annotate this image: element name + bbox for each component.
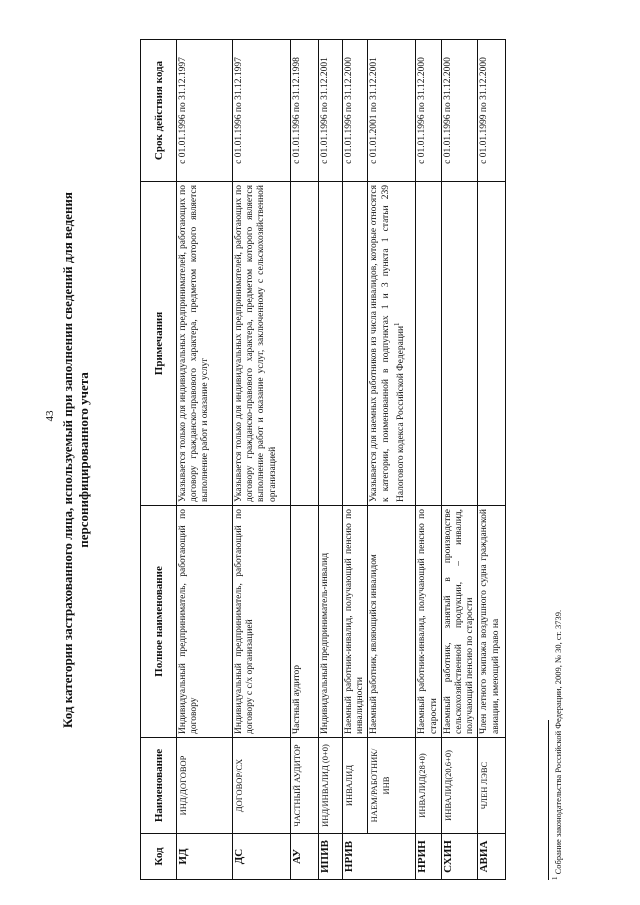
cell-notes: [478, 182, 506, 506]
cell-validity: с 01.01.1996 по 31.12.2000: [343, 40, 368, 182]
table-header-row: [141, 40, 177, 880]
cell-notes: [416, 182, 441, 506]
cell-short-name: ИНВАЛИД(28+0): [416, 738, 441, 834]
table-row: [233, 40, 291, 880]
cell-full-name: Частный аудитор: [291, 506, 319, 738]
table-row: [291, 40, 319, 880]
cell-short-name: ИНВАЛИД(20,6+0): [441, 738, 478, 834]
rotated-page: [40, 40, 563, 880]
cell-notes: Указывается только для индивидуальных предпринимателей, работающих по договору гражданско-правового характера, предметом которого является выполнение работ и оказание услуг, заключенному с сельскохозяйственной организацией: [233, 182, 291, 506]
cell-short-name: ИНД/ИНВАЛИД (0+0): [319, 738, 343, 834]
cell-short-name: ИНД/ДОГОВОР: [177, 738, 233, 834]
title-line-2: персонифицированного учета: [76, 372, 91, 548]
cell-short-name: НАЕМ/РАБОТНИК/ИНВ: [368, 738, 416, 834]
cell-notes: [291, 182, 319, 506]
footnote-ref: 1: [392, 322, 401, 326]
table-row: [478, 40, 506, 880]
header-notes: Примечания: [141, 182, 177, 506]
notes-text: Указывается для наемных работников из числа инвалидов, которые относятся к категории, поименованной в подпунктах 1 и 3 пункта 1 статьи 239 Налогового кодекса Российской Федерации: [369, 185, 406, 502]
cell-notes: Указывается только для индивидуальных предпринимателей, работающих по договору гражданско-правового характера, предметом которого является выполнение работ и оказание услуг: [177, 182, 233, 506]
cell-full-name: Наемный работник-инвалид, получающий пенсию по старости: [416, 506, 441, 738]
cell-full-name: Индивидуальный предприниматель, работающий по договору: [177, 506, 233, 738]
cell-validity: с 01.01.1996 по 31.12.1997: [233, 40, 291, 182]
cell-short-name: ЧЛЕН ЛЭВС: [478, 738, 506, 834]
cell-short-name: ДОГОВОР/СХ: [233, 738, 291, 834]
cell-short-name: ЧАСТНЫЙ АУДИТОР: [291, 738, 319, 834]
cell-full-name: Наемный работник-инвалид, получающий пенсию по инвалидности: [343, 506, 368, 738]
cell-full-name: Наемный работник, занятый в производстве сельскохозяйственной продукции, – инвалид, получающий пенсию по старости: [441, 506, 478, 738]
cell-notes: [343, 182, 368, 506]
cell-code: ИПИВ: [319, 834, 343, 880]
footnote-text: Собрание законодательства Российской Федерации, 2009, № 30, ст. 3739.: [552, 609, 563, 875]
cell-full-name: Наемный работник, являющийся инвалидом: [368, 506, 416, 738]
footnote: [550, 40, 563, 880]
header-validity: Срок действия кода: [141, 40, 177, 182]
header-code: Код: [141, 834, 177, 880]
cell-code: ИД: [177, 834, 233, 880]
document-title: [60, 100, 92, 820]
cell-validity: с 01.01.1996 по 31.12.1997: [177, 40, 233, 182]
title-line-1: Код категории застрахованного лица, используемый при заполнении сведений для ведения: [60, 192, 75, 728]
cell-full-name: Индивидуальный предприниматель, работающий по договору с с/х организацией: [233, 506, 291, 738]
cell-notes: [441, 182, 478, 506]
table-row: [416, 40, 441, 880]
header-full-name: Полное наименование: [141, 506, 177, 738]
cell-short-name: ИНВАЛИД: [343, 738, 368, 834]
cell-validity: с 01.01.1999 по 31.12.2000: [478, 40, 506, 182]
cell-validity: с 01.01.1996 по 31.12.2000: [416, 40, 441, 182]
cell-code: НРИН: [416, 834, 441, 880]
cell-full-name: Член летного экипажа воздушного судна гражданской авиации, имеющий право на: [478, 506, 506, 738]
cell-validity: с 01.01.1996 по 31.12.2001: [319, 40, 343, 182]
cell-code: СХИН: [441, 834, 478, 880]
footnote-marker: 1: [551, 876, 559, 880]
table-row: [343, 40, 368, 880]
cell-validity: с 01.01.1996 по 31.12.2000: [441, 40, 478, 182]
cell-code: НРИВ: [343, 834, 416, 880]
cell-full-name: Индивидуальный предприниматель-инвалид: [319, 506, 343, 738]
table-row: [368, 40, 416, 880]
cell-code: ДС: [233, 834, 291, 880]
header-short-name: Наименование: [141, 738, 177, 834]
footnote-divider: [548, 720, 549, 880]
page-number: 43: [44, 410, 56, 422]
table-row: [177, 40, 233, 880]
cell-code: АУ: [291, 834, 319, 880]
cell-notes: [368, 182, 416, 506]
cell-notes: [319, 182, 343, 506]
table-row: [319, 40, 343, 880]
cell-validity: с 01.01.1996 по 31.12.1998: [291, 40, 319, 182]
cell-code: АВИА: [478, 834, 506, 880]
cell-validity: с 01.01.2001 по 31.12.2001: [368, 40, 416, 182]
table-row: [441, 40, 478, 880]
category-codes-table: [140, 39, 506, 880]
